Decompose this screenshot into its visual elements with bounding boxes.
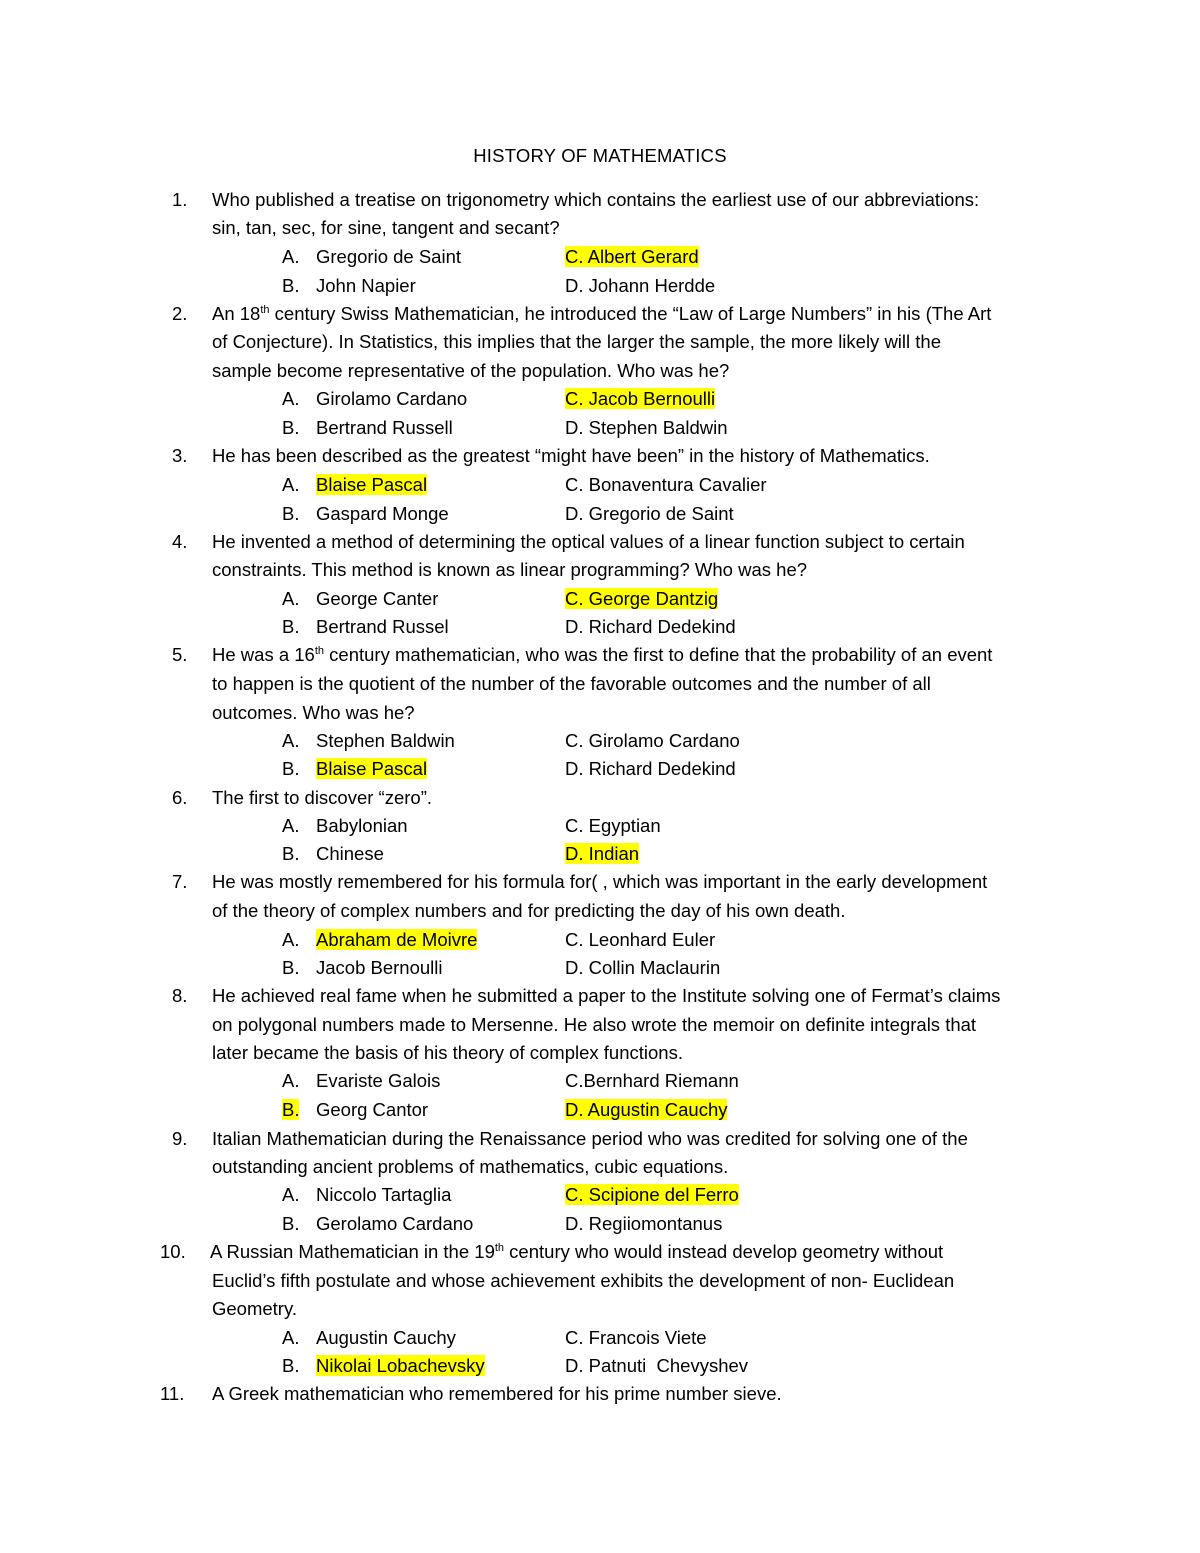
question-1-line-2: sin, tan, sec, for sine, tangent and secant?	[212, 217, 560, 238]
question-1-option-d: D. Johann Herdde	[565, 275, 716, 296]
question-7-option-a: A. Abraham de Moivre	[282, 929, 478, 950]
question-10-line-3: Geometry.	[212, 1298, 297, 1319]
question-10-option-c: C. Francois Viete	[565, 1327, 707, 1348]
question-1-option-c	[565, 245, 699, 269]
document-title: HISTORY OF MATHEMATICS	[473, 145, 727, 166]
question-4-option-c	[565, 587, 718, 611]
question-3-number: 3.	[172, 445, 188, 466]
question-8-option-b: B. Georg Cantor	[282, 1099, 429, 1120]
question-2-option-c	[565, 387, 715, 411]
question-8-option-d	[565, 1098, 727, 1122]
question-4-line-2: constraints. This method is known as linear programming? Who was he?	[212, 559, 808, 580]
question-10-line-2: Euclid’s fifth postulate and whose achievement exhibits the development of non- Euclidean	[212, 1270, 955, 1291]
answer-highlight: Blaise Pascal	[316, 474, 428, 495]
question-9-option-d: D. Regiiomontanus	[565, 1213, 723, 1234]
question-8-line-2: on polygonal numbers made to Mersenne. He also wrote the memoir on definite integrals that	[212, 1014, 977, 1035]
question-1-line-1: Who published a treatise on trigonometry which contains the earliest use of our abbreviations:	[212, 189, 980, 210]
question-5-line-1: He was a 16th century mathematician, who was the first to define that the probability of an event	[212, 644, 993, 665]
question-2-option-d: D. Stephen Baldwin	[565, 417, 728, 438]
question-6-option-d	[565, 842, 639, 866]
question-9-number: 9.	[172, 1128, 188, 1149]
question-2-line-3: sample become representative of the population. Who was he?	[212, 360, 730, 381]
question-10-option-a: A. Augustin Cauchy	[282, 1327, 456, 1348]
answer-highlight: B.	[282, 1099, 300, 1120]
question-9-option-c	[565, 1183, 739, 1207]
answer-highlight: D. Augustin Cauchy	[565, 1099, 728, 1120]
question-8-number: 8.	[172, 985, 188, 1006]
question-11-line-1: A Greek mathematician who remembered for his prime number sieve.	[212, 1383, 782, 1404]
question-5-option-c: C. Girolamo Cardano	[565, 730, 740, 751]
question-3-option-a: A. Blaise Pascal	[282, 474, 428, 495]
question-4-number: 4.	[172, 531, 188, 552]
question-7-line-1: He was mostly remembered for his formula for( , which was important in the early development	[212, 871, 988, 892]
question-5-line-3: outcomes. Who was he?	[212, 702, 415, 723]
question-6-number: 6.	[172, 787, 188, 808]
question-5-option-a: A. Stephen Baldwin	[282, 730, 455, 751]
question-4-option-d: D. Richard Dedekind	[565, 616, 736, 637]
question-5-number: 5.	[172, 644, 188, 665]
question-11-number: 11.	[160, 1383, 185, 1404]
question-8-option-c: C.Bernhard Riemann	[565, 1070, 739, 1091]
question-6-option-b: B. Chinese	[282, 843, 384, 864]
question-2-number: 2.	[172, 303, 188, 324]
question-8-line-3: later became the basis of his theory of complex functions.	[212, 1042, 683, 1063]
question-6-line-1: The first to discover “zero”.	[212, 787, 433, 808]
question-7-option-c: C. Leonhard Euler	[565, 929, 716, 950]
answer-highlight: C. Albert Gerard	[565, 246, 699, 267]
answer-highlight: C. Scipione del Ferro	[565, 1184, 739, 1205]
question-2-option-b: B. Bertrand Russell	[282, 417, 453, 438]
question-9-option-b: B. Gerolamo Cardano	[282, 1213, 474, 1234]
question-10-option-d: D. Patnuti Chevyshev	[565, 1355, 749, 1376]
question-10-line-1: A Russian Mathematician in the 19th century who would instead develop geometry without	[210, 1241, 944, 1262]
answer-highlight: Nikolai Lobachevsky	[316, 1355, 485, 1376]
question-9-line-2: outstanding ancient problems of mathematics, cubic equations.	[212, 1156, 729, 1177]
question-7-number: 7.	[172, 871, 188, 892]
question-6-option-a: A. Babylonian	[282, 815, 408, 836]
question-5-line-2: to happen is the quotient of the number of the favorable outcomes and the number of all	[212, 673, 931, 694]
answer-highlight: D. Indian	[565, 843, 640, 864]
question-8-line-1: He achieved real fame when he submitted a paper to the Institute solving one of Fermat’s claims	[212, 985, 1001, 1006]
question-1-option-a: A. Gregorio de Saint	[282, 246, 462, 267]
question-7-option-d: D. Collin Maclaurin	[565, 957, 721, 978]
question-2-line-1: An 18th century Swiss Mathematician, he introduced the “Law of Large Numbers” in his (The Art	[212, 303, 992, 324]
answer-highlight: Blaise Pascal	[316, 758, 428, 779]
question-3-option-d: D. Gregorio de Saint	[565, 503, 734, 524]
question-1-number: 1.	[172, 189, 188, 210]
question-5-option-d: D. Richard Dedekind	[565, 758, 736, 779]
question-3-line-1: He has been described as the greatest “might have been” in the history of Mathematics.	[212, 445, 930, 466]
question-8-option-a: A. Evariste Galois	[282, 1070, 441, 1091]
question-9-option-a: A. Niccolo Tartaglia	[282, 1184, 452, 1205]
question-2-option-a: A. Girolamo Cardano	[282, 388, 468, 409]
question-7-line-2: of the theory of complex numbers and for predicting the day of his own death.	[212, 900, 846, 921]
question-3-option-c: C. Bonaventura Cavalier	[565, 474, 767, 495]
question-4-option-a: A. George Canter	[282, 588, 439, 609]
question-7-option-b: B. Jacob Bernoulli	[282, 957, 443, 978]
answer-highlight: C. Jacob Bernoulli	[565, 388, 716, 409]
question-5-option-b: B. Blaise Pascal	[282, 758, 428, 779]
question-4-option-b: B. Bertrand Russel	[282, 616, 449, 637]
question-2-line-2: of Conjecture). In Statistics, this implies that the larger the sample, the more likely will the	[212, 331, 941, 352]
question-4-line-1: He invented a method of determining the optical values of a linear function subject to certain	[212, 531, 965, 552]
answer-highlight: Abraham de Moivre	[316, 929, 478, 950]
question-10-number: 10.	[160, 1241, 186, 1262]
question-6-option-c: C. Egyptian	[565, 815, 661, 836]
answer-highlight: C. George Dantzig	[565, 588, 719, 609]
question-10-option-b: B. Nikolai Lobachevsky	[282, 1355, 485, 1376]
question-1-option-b: B. John Napier	[282, 275, 416, 296]
question-9-line-1: Italian Mathematician during the Renaissance period who was credited for solving one of the	[212, 1128, 968, 1149]
question-3-option-b: B. Gaspard Monge	[282, 503, 449, 524]
